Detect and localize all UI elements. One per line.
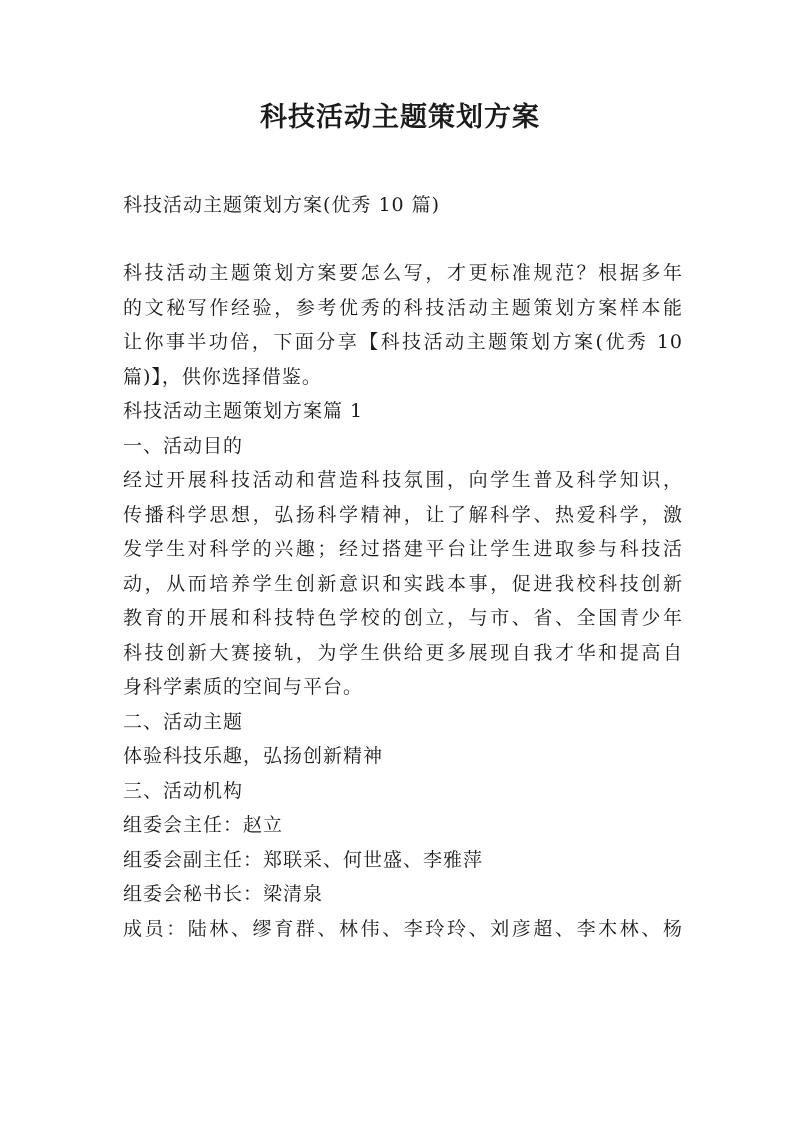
purpose-line: 经过开展科技活动和营造科技氛围，向学生普及科学知识， [123, 469, 683, 491]
document-title: 科技活动主题策划方案 [260, 102, 540, 133]
heading-organization: 三、活动机构 [123, 779, 244, 802]
org-line: 组委会主任：赵立 [123, 814, 284, 836]
purpose-line: 身科学素质的空间与平台。 [123, 676, 364, 698]
purpose-line: 发学生对科学的兴趣；经过搭建平台让学生进取参与科技活 [123, 538, 683, 560]
section-title: 科技活动主题策划方案篇 1 [123, 400, 364, 422]
document-subtitle: 科技活动主题策划方案(优秀 10 篇) [123, 194, 441, 216]
heading-theme: 二、活动主题 [123, 710, 244, 733]
org-line: 组委会副主任：郑联采、何世盛、李雅萍 [123, 848, 484, 871]
theme-text: 体验科技乐趣，弘扬创新精神 [123, 745, 384, 767]
purpose-line: 传播科学思想，弘扬科学精神，让了解科学、热爱科学，激 [123, 503, 683, 526]
intro-line: 篇)】，供你选择借鉴。 [123, 365, 322, 388]
intro-line: 的文秘写作经验，参考优秀的科技活动主题策划方案样本能 [123, 296, 683, 319]
org-line: 组委会秘书长：梁清泉 [123, 883, 324, 905]
purpose-line: 教育的开展和科技特色学校的创立，与市、省、全国青少年 [123, 607, 683, 629]
org-line: 成员：陆林、缪育群、林伟、李玲玲、刘彦超、李木林、杨 [123, 917, 683, 940]
purpose-line: 科技创新大赛接轨，为学生供给更多展现自我才华和提高自 [123, 641, 683, 664]
document-body [123, 256, 683, 946]
intro-line: 让你事半功倍，下面分享【科技活动主题策划方案(优秀 10 [123, 331, 683, 353]
purpose-line: 动，从而培养学生创新意识和实践本事，促进我校科技创新 [123, 572, 683, 595]
intro-line: 科技活动主题策划方案要怎么写，才更标准规范？根据多年 [123, 262, 683, 284]
heading-purpose: 一、活动目的 [123, 434, 244, 457]
